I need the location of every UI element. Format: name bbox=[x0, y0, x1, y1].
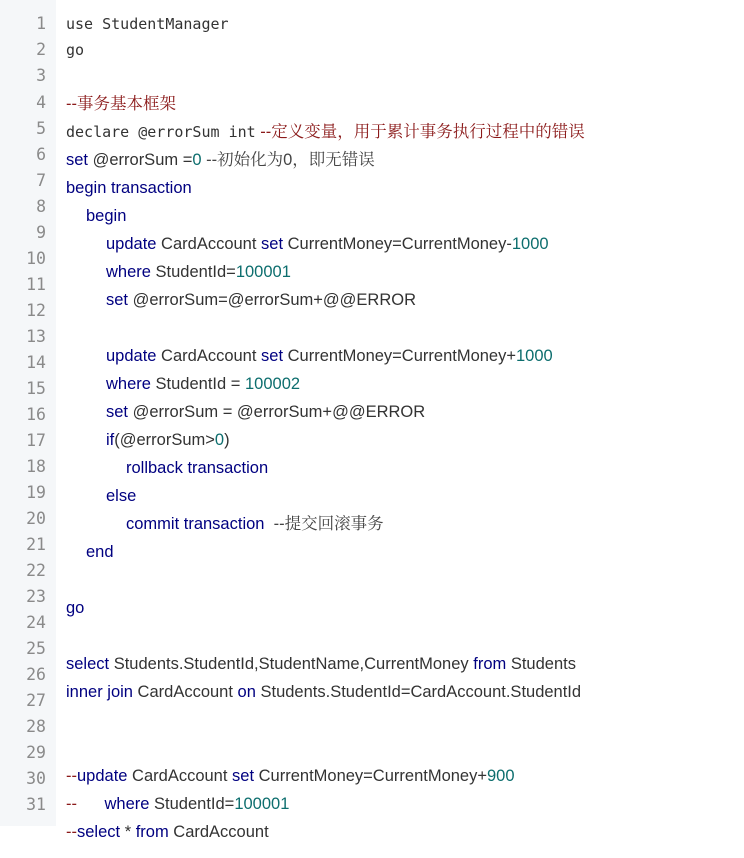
code-line: --事务基本框架 bbox=[66, 95, 176, 113]
code-line: -- where StudentId=100001 bbox=[66, 795, 290, 813]
line-number: 13 bbox=[26, 327, 46, 346]
code-line: end bbox=[86, 543, 114, 561]
line-number: 26 bbox=[26, 665, 46, 684]
line-number: 4 bbox=[36, 93, 46, 112]
line-number: 30 bbox=[26, 769, 46, 788]
code-line: use StudentManager bbox=[66, 15, 229, 33]
line-number: 10 bbox=[26, 249, 46, 268]
line-number: 14 bbox=[26, 353, 46, 372]
code-line: where StudentId = 100002 bbox=[106, 375, 301, 393]
code-line: set @errorSum = @errorSum+@@ERROR bbox=[106, 403, 426, 421]
line-number: 24 bbox=[26, 613, 46, 632]
line-number: 15 bbox=[26, 379, 46, 398]
line-number: 20 bbox=[26, 509, 46, 528]
line-number: 27 bbox=[26, 691, 46, 710]
code-line: --update CardAccount set CurrentMoney=CurrentMoney+900 bbox=[66, 767, 515, 785]
line-number: 19 bbox=[26, 483, 46, 502]
code-line: --select * from CardAccount bbox=[66, 823, 269, 841]
code-line: if(@errorSum>0) bbox=[106, 431, 230, 449]
line-number: 28 bbox=[26, 717, 46, 736]
code-line: declare @errorSum int --定义变量，用于累计事务执行过程中的错误 bbox=[66, 123, 585, 141]
line-number: 12 bbox=[26, 301, 46, 320]
line-number: 2 bbox=[36, 40, 46, 59]
code-line: select Students.StudentId,StudentName,CurrentMoney from Students bbox=[66, 655, 576, 673]
line-number: 25 bbox=[26, 639, 46, 658]
code-line: begin transaction bbox=[66, 179, 192, 197]
line-number: 16 bbox=[26, 405, 46, 424]
code-line: set @errorSum=@errorSum+@@ERROR bbox=[106, 291, 416, 309]
code-line: else bbox=[106, 487, 137, 505]
line-number: 21 bbox=[26, 535, 46, 554]
line-number: 11 bbox=[26, 275, 46, 294]
code-line: go bbox=[66, 599, 85, 617]
code-line: go bbox=[66, 41, 85, 59]
code-line: update CardAccount set CurrentMoney=CurrentMoney+1000 bbox=[106, 347, 553, 365]
code-line: where StudentId=100001 bbox=[106, 263, 291, 281]
code-line: begin bbox=[86, 207, 127, 225]
line-number: 5 bbox=[36, 119, 46, 138]
line-number: 7 bbox=[36, 171, 46, 190]
line-number: 23 bbox=[26, 587, 46, 606]
line-number: 22 bbox=[26, 561, 46, 580]
code-line: set @errorSum =0 --初始化为0，即无错误 bbox=[66, 151, 375, 169]
line-number: 1 bbox=[36, 14, 46, 33]
line-number: 29 bbox=[26, 743, 46, 762]
code-line: rollback transaction bbox=[126, 459, 269, 477]
line-number: 6 bbox=[36, 145, 46, 164]
code-line: inner join CardAccount on Students.StudentId=CardAccount.StudentId bbox=[66, 683, 582, 701]
line-number: 9 bbox=[36, 223, 46, 242]
line-number: 17 bbox=[26, 431, 46, 450]
line-number: 3 bbox=[36, 66, 46, 85]
line-number: 31 bbox=[26, 795, 46, 814]
code-line: commit transaction --提交回滚事务 bbox=[126, 515, 384, 533]
line-number: 18 bbox=[26, 457, 46, 476]
code-line: update CardAccount set CurrentMoney=CurrentMoney-1000 bbox=[106, 235, 549, 253]
line-number: 8 bbox=[36, 197, 46, 216]
